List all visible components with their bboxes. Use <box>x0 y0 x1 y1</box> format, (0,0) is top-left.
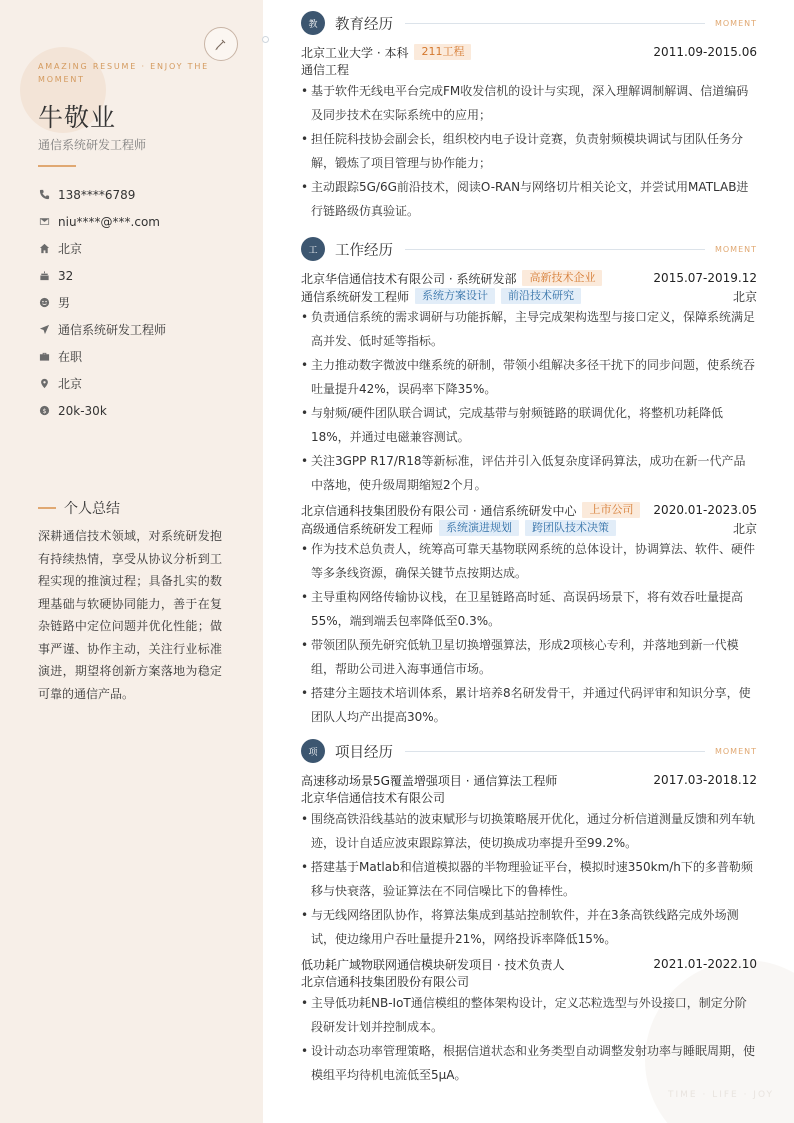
project-company: 北京华信通信技术有限公司 <box>301 791 446 805</box>
info-text: niu****@***.com <box>58 214 160 229</box>
summary-title: 个人总结 <box>64 501 120 517</box>
list-item: • 负责通信系统的需求调研与功能拆解，主导完成架构选型与接口定义，保障系统满足高并发、低时延等指标。 <box>301 305 757 353</box>
job-role-row <box>301 519 757 537</box>
info-email <box>38 208 248 235</box>
watermark-text: TIME · LIFE · JOY <box>668 1090 775 1100</box>
list-item: • 主导低功耗NB-IoT通信模组的整体架构设计，定义芯粒选型与外设接口，制定分阶段研发计划并控制成本。 <box>301 991 757 1039</box>
job-row <box>301 501 757 519</box>
project-dates: 2017.03-2018.12 <box>653 773 757 787</box>
list-item: • 与无线网络团队协作，将算法集成到基站控制软件，并在3条高铁线路完成外场测试，使边缘用户吞吐量提升21%，网络投诉率降低15%。 <box>301 903 757 951</box>
info-salary <box>38 397 248 424</box>
divider <box>405 249 705 250</box>
section-title: 教育经历 <box>335 16 393 33</box>
role-tag: 前沿技术研究 <box>501 288 581 304</box>
section-header <box>301 10 757 36</box>
decorative-dot <box>262 36 269 43</box>
project-bullets <box>301 807 757 951</box>
info-hometown <box>38 235 248 262</box>
list-item: • 基于软件无线电平台完成FM收发信机的设计与实现，深入理解调制解调、信道编码及同步技术在实际系统中的应用； <box>301 79 757 127</box>
company-name: 北京信通科技集团股份有限公司 · 通信系统研发中心 <box>301 503 577 518</box>
info-age <box>38 262 248 289</box>
info-text: 男 <box>58 296 71 310</box>
project-row <box>301 771 757 789</box>
candidate-job-title: 通信系统研发工程师 <box>38 138 147 152</box>
info-text: 在职 <box>58 350 83 364</box>
info-text: 138****6789 <box>58 187 136 202</box>
cake-icon <box>38 270 50 282</box>
divider <box>405 751 705 752</box>
info-text: 北京 <box>58 242 83 256</box>
section-moment-label: MOMENT <box>714 244 757 254</box>
section-badge: 工 <box>301 237 325 261</box>
list-item: • 担任院科技协会副会长，组织校内电子设计竞赛，负责射频模块调试与团队任务分解，锻炼了项目管理与协作能力； <box>301 127 757 175</box>
role-tag: 系统演进规划 <box>439 520 519 536</box>
info-text: 北京 <box>58 377 83 391</box>
project-row <box>301 955 757 973</box>
list-item: • 带领团队预先研究低轨卫星切换增强算法，形成2项核心专利，并落地到新一代模组，帮助公司进入海事通信市场。 <box>301 633 757 681</box>
section-header <box>301 236 757 262</box>
job-city: 北京 <box>732 521 757 536</box>
info-text: 32 <box>58 268 74 283</box>
job-dates: 2020.01-2023.05 <box>653 503 757 517</box>
section-badge: 项 <box>301 739 325 763</box>
divider <box>38 507 56 509</box>
info-location <box>38 370 248 397</box>
info-gender <box>38 289 248 316</box>
divider <box>405 23 705 24</box>
job-dates: 2015.07-2019.12 <box>653 271 757 285</box>
list-item: • 关注3GPP R17/R18等新标准，评估并引入低复杂度译码算法，成功在新一代产品中落地，使升级周期缩短2个月。 <box>301 449 757 497</box>
project-name: 低功耗广域物联网通信模块研发项目 · 技术负责人 <box>301 957 565 972</box>
briefcase-icon <box>38 351 50 363</box>
work-section <box>301 236 757 729</box>
send-icon <box>38 324 50 336</box>
summary-heading <box>38 498 120 518</box>
job-city: 北京 <box>732 289 757 304</box>
job-role: 通信系统研发工程师 <box>301 289 410 304</box>
pen-icon <box>204 27 238 61</box>
education-row <box>301 43 757 61</box>
list-item: • 主动跟踪5G/6G前沿技术，阅读O-RAN与网络切片相关论文，并尝试用MATLAB进行链路级仿真验证。 <box>301 175 757 223</box>
list-item: • 围绕高铁沿线基站的波束赋形与切换策略展开优化，通过分析信道测量反馈和列车轨迹，设计自适应波束跟踪算法，使切换成功率提升至99.2%。 <box>301 807 757 855</box>
job-row <box>301 269 757 287</box>
contact-info-list <box>38 181 248 424</box>
candidate-name: 牛敬业 <box>38 103 117 132</box>
section-header <box>301 738 757 764</box>
project-company: 北京信通科技集团股份有限公司 <box>301 975 470 989</box>
list-item: • 与射频/硬件团队联合调试，完成基带与射频链路的联调优化，将整机功耗降低18%，并通过电磁兼容测试。 <box>301 401 757 449</box>
job-bullets <box>301 305 757 497</box>
list-item: • 主导重构网络传输协议栈，在卫星链路高时延、高误码场景下，将有效吞吐量提高55%，端到端丢包率降低至0.3%。 <box>301 585 757 633</box>
section-title: 工作经历 <box>335 242 393 259</box>
company-tag: 高新技术企业 <box>522 270 602 286</box>
section-badge: 教 <box>301 11 325 35</box>
company-name: 北京华信通信技术有限公司 · 系统研发部 <box>301 271 517 286</box>
home-icon <box>38 243 50 255</box>
svg-text:$: $ <box>41 406 47 415</box>
sidebar <box>0 0 263 1123</box>
phone-icon <box>38 189 50 201</box>
tagline: AMAZING RESUME · ENJOY THE MOMENT <box>38 62 209 84</box>
education-section <box>301 10 757 223</box>
school-name: 北京工业大学 · 本科 <box>301 45 409 60</box>
section-title: 项目经历 <box>335 744 393 761</box>
list-item: • 主力推动数字微波中继系统的研制，带领小组解决多径干扰下的同步问题，使系统吞吐量提升42%，误码率下降35%。 <box>301 353 757 401</box>
info-text: 20k-30k <box>58 403 107 418</box>
info-text: 通信系统研发工程师 <box>58 323 167 337</box>
section-moment-label: MOMENT <box>714 18 757 28</box>
salary-icon <box>38 405 50 417</box>
job-role: 高级通信系统研发工程师 <box>301 521 434 536</box>
location-icon <box>38 378 50 390</box>
project-bullets <box>301 991 757 1087</box>
gender-icon <box>38 297 50 309</box>
divider <box>38 165 76 167</box>
list-item: • 搭建基于Matlab和信道模拟器的半物理验证平台，模拟时速350km/h下的多普勒频移与快衰落，验证算法在不同信噪比下的鲁棒性。 <box>301 855 757 903</box>
info-status <box>38 343 248 370</box>
project-dates: 2021.01-2022.10 <box>653 957 757 971</box>
info-phone <box>38 181 248 208</box>
info-position <box>38 316 248 343</box>
education-bullets <box>301 79 757 223</box>
list-item: • 作为技术总负责人，统筹高可靠天基物联网系统的总体设计，协调算法、软件、硬件等多条线资源，确保关键节点按期达成。 <box>301 537 757 585</box>
major: 通信工程 <box>301 63 350 77</box>
list-item: • 设计动态功率管理策略，根据信道状态和业务类型自动调整发射功率与睡眠周期，使模组平均待机电流低至5μA。 <box>301 1039 757 1087</box>
list-item: • 搭建分主题技术培训体系，累计培养8名研发骨干，并通过代码评审和知识分享，使团队人均产出提高30%。 <box>301 681 757 729</box>
education-dates: 2011.09-2015.06 <box>653 45 757 59</box>
job-bullets <box>301 537 757 729</box>
school-tag: 211工程 <box>414 44 471 60</box>
summary-text: 深耕通信技术领域，对系统研发抱有持续热情，享受从协议分析到工程实现的推演过程；具备扎实的数理基础与软硬协同能力，善于在复杂链路中定位问题并优化性能；做事严谨、协作主动，关注行业标准演进，期望将创新方案落地为稳定可靠的通信产品。 <box>38 529 222 701</box>
role-tag: 系统方案设计 <box>415 288 495 304</box>
section-moment-label: MOMENT <box>714 746 757 756</box>
projects-section <box>301 738 757 1087</box>
company-tag: 上市公司 <box>582 502 640 518</box>
role-tag: 跨团队技术决策 <box>525 520 616 536</box>
mail-icon <box>38 216 50 228</box>
project-name: 高速移动场景5G覆盖增强项目 · 通信算法工程师 <box>301 773 558 788</box>
job-role-row <box>301 287 757 305</box>
